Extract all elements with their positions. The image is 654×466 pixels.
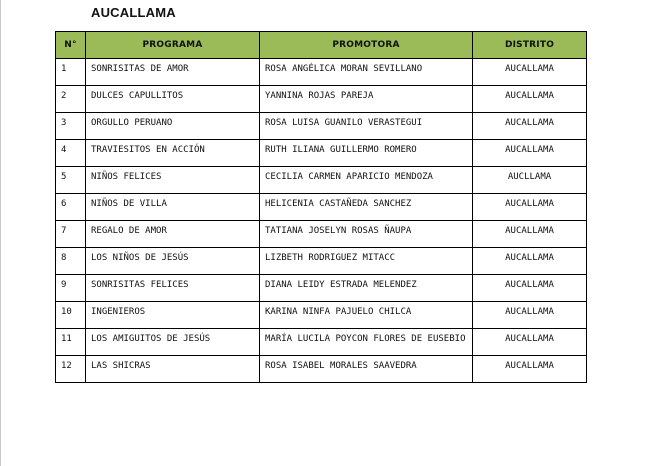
cell-numero: 10 [56, 302, 86, 329]
cell-promotora: TATIANA JOSELYN ROSAS ÑAUPA [260, 221, 473, 248]
table-row [56, 59, 587, 86]
table-row [56, 302, 587, 329]
cell-distrito: AUCALLAMA [473, 329, 587, 356]
cell-promotora: ROSA ANGÉLICA MORAN SEVILLANO [260, 59, 473, 86]
cell-numero: 4 [56, 140, 86, 167]
header-distrito: DISTRITO [473, 32, 587, 59]
cell-numero: 12 [56, 356, 86, 383]
cell-programa: LOS AMIGUITOS DE JESÚS [86, 329, 260, 356]
cell-numero: 1 [56, 59, 86, 86]
cell-distrito: AUCALLAMA [473, 113, 587, 140]
cell-distrito: AUCALLAMA [473, 194, 587, 221]
cell-programa: REGALO DE AMOR [86, 221, 260, 248]
cell-promotora: RUTH ILIANA GUILLERMO ROMERO [260, 140, 473, 167]
cell-distrito: AUCALLAMA [473, 59, 587, 86]
table-row [56, 329, 587, 356]
cell-numero: 6 [56, 194, 86, 221]
table-row [56, 167, 587, 194]
cell-programa: INGENIEROS [86, 302, 260, 329]
header-promotora: PROMOTORA [260, 32, 473, 59]
cell-distrito: AUCLLAMA [473, 167, 587, 194]
cell-distrito: AUCALLAMA [473, 248, 587, 275]
cell-programa: SONRISITAS FELICES [86, 275, 260, 302]
cell-promotora: ROSA LUISA GUANILO VERASTEGUI [260, 113, 473, 140]
table-row [56, 248, 587, 275]
cell-numero: 5 [56, 167, 86, 194]
cell-promotora: ROSA ISABEL MORALES SAAVEDRA [260, 356, 473, 383]
table-row [56, 221, 587, 248]
cell-promotora: HELICENIA CASTAÑEDA SANCHEZ [260, 194, 473, 221]
cell-programa: LAS SHICRAS [86, 356, 260, 383]
cell-programa: NIÑOS FELICES [86, 167, 260, 194]
cell-distrito: AUCALLAMA [473, 356, 587, 383]
cell-distrito: AUCALLAMA [473, 302, 587, 329]
table-row [56, 86, 587, 113]
cell-programa: TRAVIESITOS EN ACCIÓN [86, 140, 260, 167]
cell-promotora: CECILIA CARMEN APARICIO MENDOZA [260, 167, 473, 194]
header-numero: N° [56, 32, 86, 59]
cell-numero: 7 [56, 221, 86, 248]
document-title: AUCALLAMA [91, 5, 176, 20]
cell-distrito: AUCALLAMA [473, 86, 587, 113]
cell-distrito: AUCALLAMA [473, 275, 587, 302]
cell-programa: LOS NIÑOS DE JESÚS [86, 248, 260, 275]
promotoras-table [55, 31, 587, 383]
table-row [56, 275, 587, 302]
cell-numero: 3 [56, 113, 86, 140]
cell-programa: SONRISITAS DE AMOR [86, 59, 260, 86]
cell-programa: NIÑOS DE VILLA [86, 194, 260, 221]
cell-numero: 11 [56, 329, 86, 356]
table-row [56, 194, 587, 221]
cell-promotora: KARINA NINFA PAJUELO CHILCA [260, 302, 473, 329]
cell-programa: ORGULLO PERUANO [86, 113, 260, 140]
cell-promotora: YANNINA ROJAS PAREJA [260, 86, 473, 113]
cell-promotora: MARÍA LUCILA POYCON FLORES DE EUSEBIO [260, 329, 473, 356]
cell-promotora: LIZBETH RODRIGUEZ MITACC [260, 248, 473, 275]
table-header-row [56, 32, 587, 59]
table-row [56, 113, 587, 140]
table-row [56, 356, 587, 383]
cell-distrito: AUCALLAMA [473, 221, 587, 248]
header-programa: PROGRAMA [86, 32, 260, 59]
cell-numero: 9 [56, 275, 86, 302]
page-edge [0, 0, 1, 466]
cell-programa: DULCES CAPULLITOS [86, 86, 260, 113]
table-row [56, 140, 587, 167]
cell-numero: 2 [56, 86, 86, 113]
cell-distrito: AUCALLAMA [473, 140, 587, 167]
cell-numero: 8 [56, 248, 86, 275]
cell-promotora: DIANA LEIDY ESTRADA MELENDEZ [260, 275, 473, 302]
